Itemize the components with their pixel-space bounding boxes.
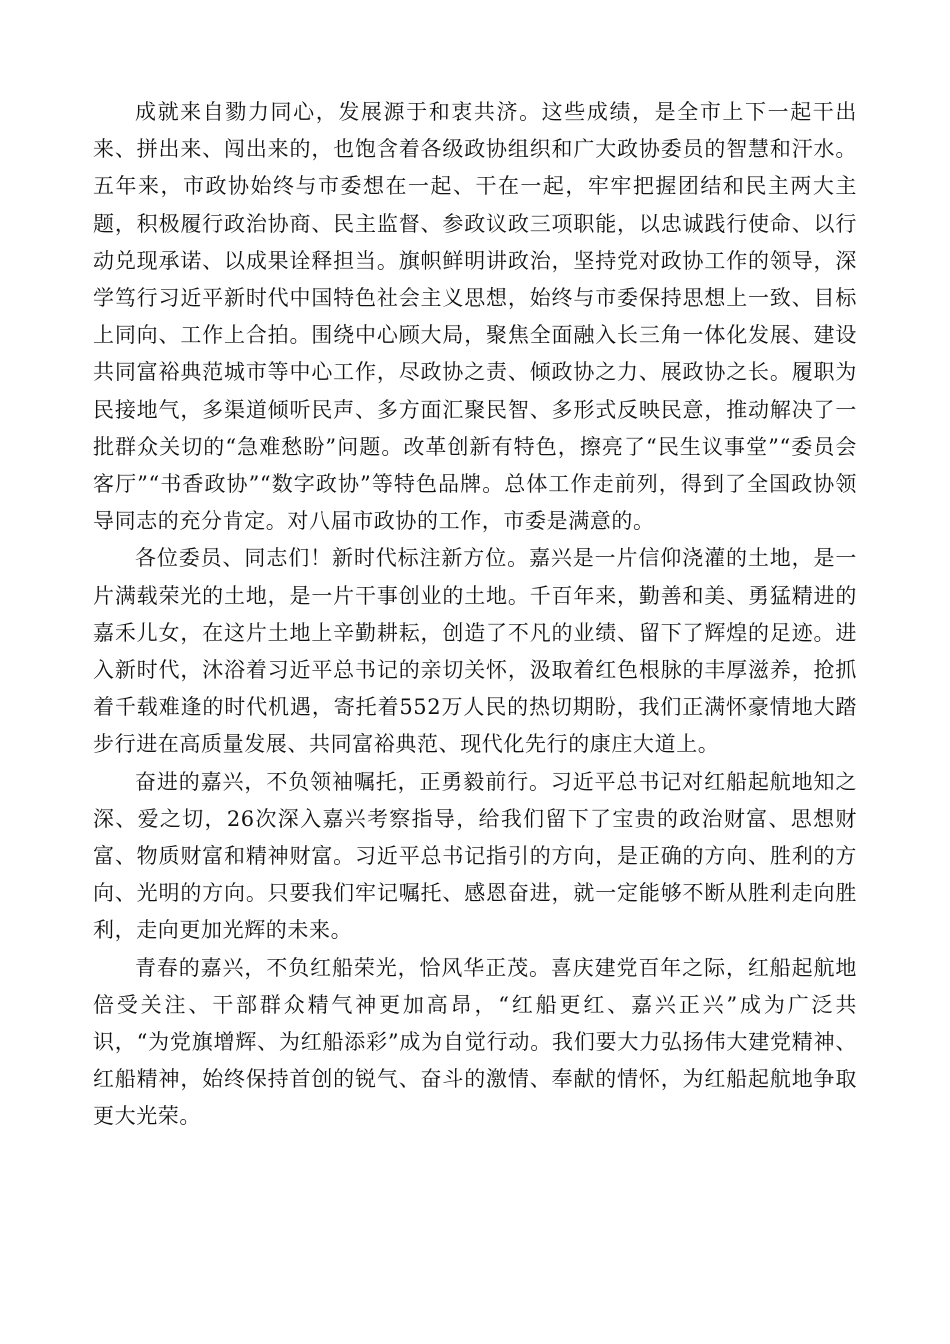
paragraph-3: 奋进的嘉兴，不负领袖嘱托，正勇毅前行。习近平总书记对红船起航地知之深、爱之切，26次深入嘉兴考察指导，给我们留下了宝贵的政治财富、思想财富、物质财富和精神财富。习近平总书记指引的方向，是正确的方向、胜利的方向、光明的方向。只要我们牢记嘱托、感恩奋进，就一定能够不断从胜利走向胜利，走向更加光辉的未来。	[93, 769, 857, 943]
paragraph-1: 成就来自勠力同心，发展源于和衷共济。这些成绩，是全市上下一起干出来、拼出来、闯出来的，也饱含着各级政协组织和广大政协委员的智慧和汗水。五年来，市政协始终与市委想在一起、干在一起，牢牢把握团结和民主两大主题，积极履行政治协商、民主监督、参政议政三项职能，以忠诚践行使命、以行动兑现承诺、以成果诠释担当。旗帜鲜明讲政治，坚持党对政协工作的领导，深学笃行习近平新时代中国特色社会主义思想，始终与市委保持思想上一致、目标上同向、工作上合拍。围绕中心顾大局，聚焦全面融入长三角一体化发展、建设共同富裕典范城市等中心工作，尽政协之责、倾政协之力、展政协之长。履职为民接地气，多渠道倾听民声、多方面汇聚民智、多形式反映民意，推动解决了一批群众关切的“急难愁盼”问题。改革创新有特色，擦亮了“民生议事堂”“委员会客厅”“书香政协”“数字政协”等特色品牌。总体工作走前列，得到了全国政协领导同志的充分肯定。对八届市政协的工作，市委是满意的。	[93, 100, 857, 534]
document-body	[93, 94, 857, 1136]
paragraph-2: 各位委员、同志们！新时代标注新方位。嘉兴是一片信仰浇灌的土地，是一片满载荣光的土地，是一片干事创业的土地。千百年来，勤善和美、勇猛精进的嘉禾儿女，在这片土地上辛勤耕耘，创造了不凡的业绩、留下了辉煌的足迹。进入新时代，沐浴着习近平总书记的亲切关怀，汲取着红色根脉的丰厚滋养，抢抓着千载难逢的时代机遇，寄托着552万人民的热切期盼，我们正满怀豪情地大踏步行进在高质量发展、共同富裕典范、现代化先行的康庄大道上。	[93, 546, 857, 757]
paragraph-4: 青春的嘉兴，不负红船荣光，恰风华正茂。喜庆建党百年之际，红船起航地倍受关注、干部群众精气神更加高昂，“红船更红、嘉兴正兴”成为广泛共识，“为党旗增辉、为红船添彩”成为自觉行动。我们要大力弘扬伟大建党精神、红船精神，始终保持首创的锐气、奋斗的激情、奉献的情怀，为红船起航地争取更大光荣。	[93, 955, 857, 1129]
